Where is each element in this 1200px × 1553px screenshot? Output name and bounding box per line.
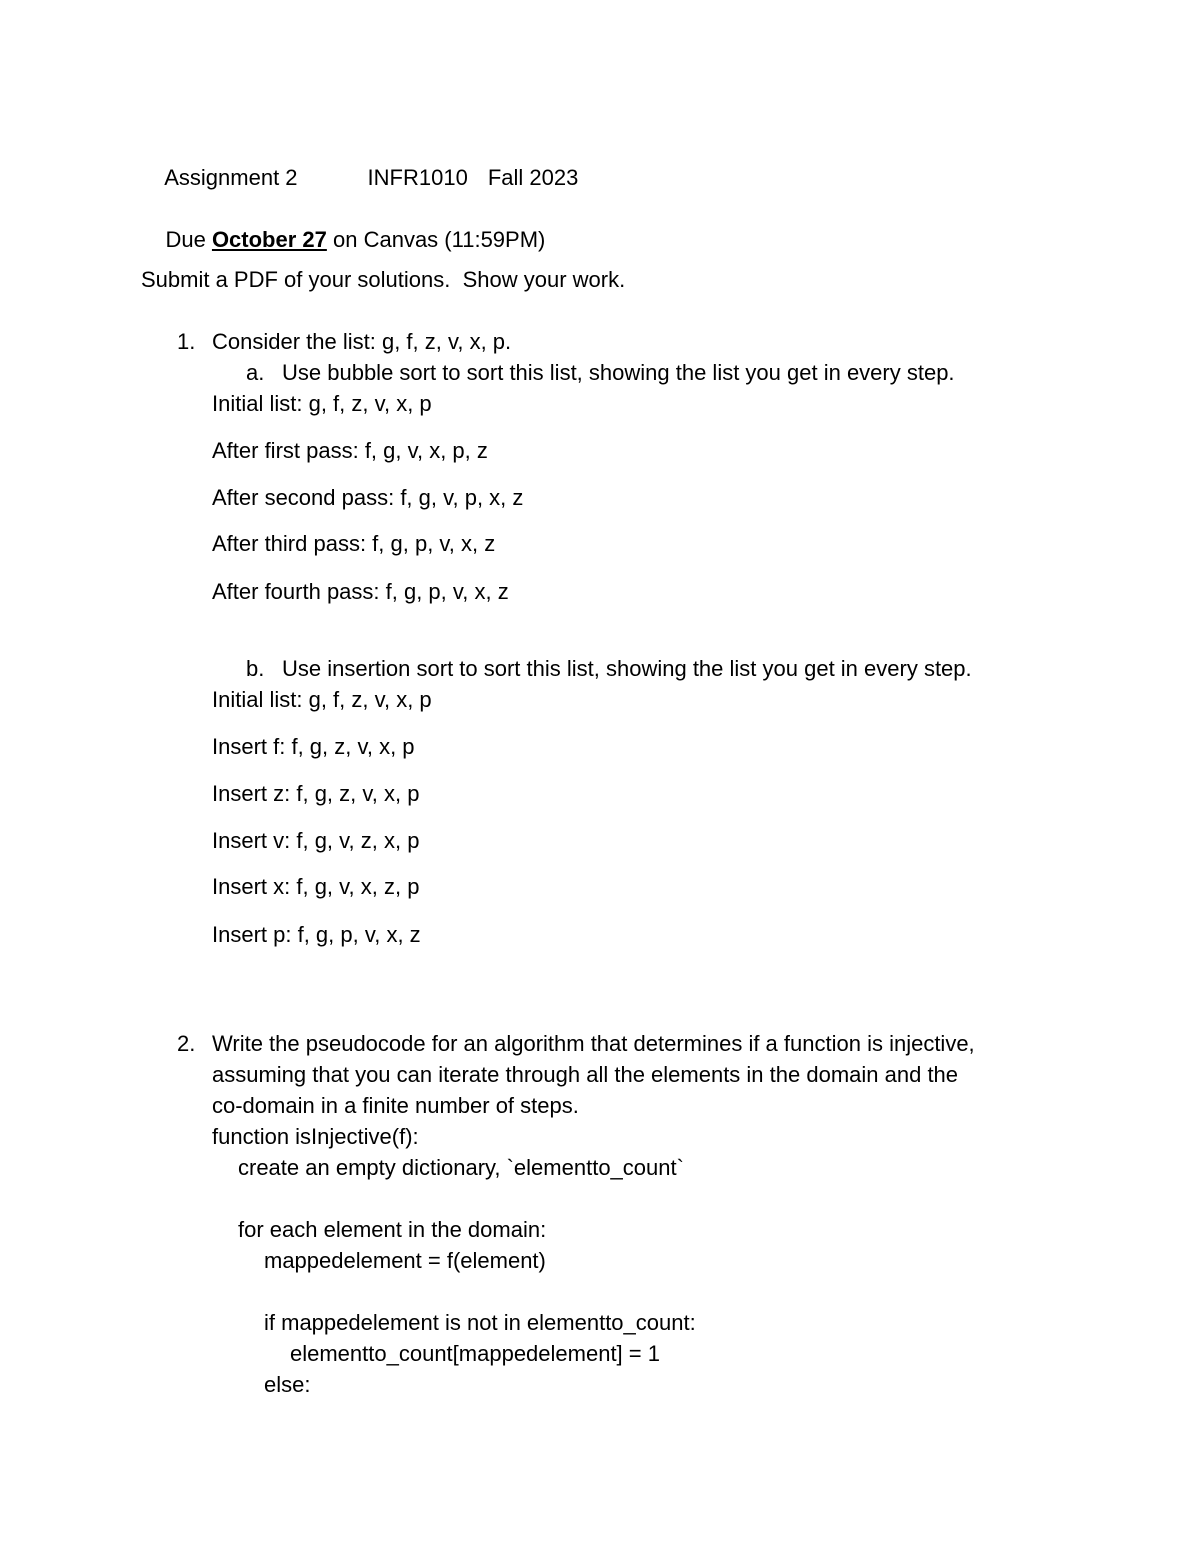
bubble-step: After first pass: f, g, v, x, p, z — [212, 438, 488, 463]
q2-number: 2. — [177, 1031, 196, 1056]
due-prefix: Due — [165, 227, 206, 252]
due-line — [141, 207, 545, 273]
code-line: else: — [264, 1372, 311, 1397]
bubble-step: After fourth pass: f, g, p, v, x, z — [212, 579, 509, 604]
due-suffix: on Canvas (11:59PM) — [333, 227, 546, 252]
term-label: Fall 2023 — [487, 165, 579, 190]
code-line: create an empty dictionary, `elementto_count` — [238, 1155, 684, 1180]
code-line: function isInjective(f): — [212, 1124, 419, 1149]
course-code: INFR1010 — [367, 165, 468, 190]
q1a-text: Use bubble sort to sort this list, showing the list you get in every step. — [282, 360, 955, 385]
q2-text-line: assuming that you can iterate through all the elements in the domain and the — [212, 1062, 959, 1087]
code-line: elementto_count[mappedelement] = 1 — [290, 1341, 660, 1366]
insertion-step: Insert p: f, g, p, v, x, z — [212, 922, 421, 947]
bubble-step: Initial list: g, f, z, v, x, p — [212, 391, 432, 416]
bubble-step: After third pass: f, g, p, v, x, z — [212, 531, 496, 556]
insertion-step: Insert x: f, g, v, x, z, p — [212, 874, 420, 899]
code-line: for each element in the domain: — [238, 1217, 547, 1242]
assignment-title: Assignment 2 — [164, 165, 298, 190]
q1b-letter: b. — [246, 656, 265, 681]
code-line: if mappedelement is not in elementto_count: — [264, 1310, 696, 1335]
q1b-text: Use insertion sort to sort this list, showing the list you get in every step. — [282, 656, 972, 681]
insertion-step: Insert v: f, g, v, z, x, p — [212, 828, 420, 853]
insertion-step: Insert z: f, g, z, v, x, p — [212, 781, 420, 806]
insertion-step: Initial list: g, f, z, v, x, p — [212, 687, 432, 712]
q1-text: Consider the list: g, f, z, v, x, p. — [212, 329, 512, 354]
bubble-step: After second pass: f, g, v, p, x, z — [212, 485, 524, 510]
document-header — [141, 145, 578, 211]
q2-text-line: Write the pseudocode for an algorithm that determines if a function is injective, — [212, 1031, 975, 1056]
q1a-letter: a. — [246, 360, 265, 385]
code-line: mappedelement = f(element) — [264, 1248, 546, 1273]
instructions: Submit a PDF of your solutions. Show your work. — [141, 267, 626, 292]
due-date: October 27 — [211, 227, 327, 252]
q2-text-line: co-domain in a finite number of steps. — [212, 1093, 579, 1118]
q1-number: 1. — [177, 329, 196, 354]
insertion-step: Insert f: f, g, z, v, x, p — [212, 734, 415, 759]
